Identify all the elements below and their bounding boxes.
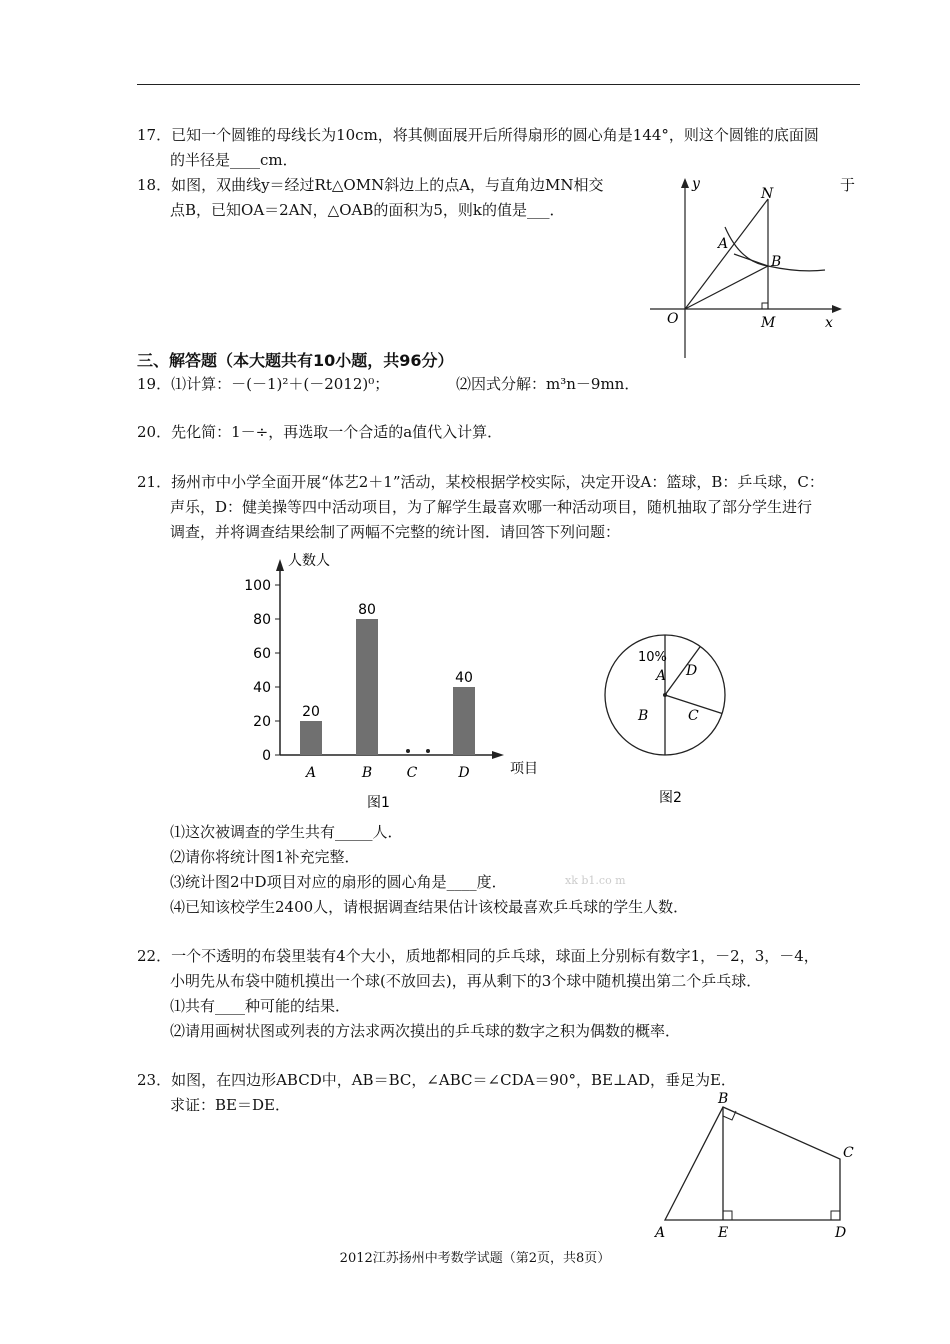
q18-figure: [640, 170, 850, 365]
fig18-label-x: x: [825, 315, 833, 331]
bar-data-label-D: 40: [455, 670, 473, 686]
fig23-label-e: E: [718, 1225, 729, 1241]
bar-ytick-label-80: 80: [253, 612, 271, 628]
q23-figure: [650, 1085, 860, 1245]
q22-line2: 小明先从布袋中随机摸出一个球(不放回去)，再从剩下的3个球中随机摸出第二个乒乓球．: [170, 972, 762, 990]
bar-ytick-label-20: 20: [253, 714, 271, 730]
bar-chart: [240, 545, 560, 815]
q18-line1: 18．如图，双曲线y＝经过Rt△OMN斜边上的点A，与直角边MN相交: [137, 176, 604, 194]
bar-title: 图1: [367, 795, 390, 811]
q18-line2: 点B，已知OA＝2AN，△OAB的面积为5，则k的值是___．: [170, 201, 565, 219]
pie-label-C: C: [688, 708, 699, 724]
q19-part1: 19．⑴计算：－(－1)²＋(－2012)⁰；: [137, 375, 390, 393]
q22-line1: 22．一个不透明的布袋里装有4个大小，质地都相同的乒乓球，球面上分别标有数字1，－2，3，－4，: [137, 947, 819, 965]
fig18-label-y: y: [692, 176, 700, 192]
bar-A: [300, 721, 322, 755]
q18-line1-end: 于: [840, 176, 856, 194]
pie-chart: [598, 625, 748, 815]
bar-category-label-B: B: [361, 765, 373, 781]
q20-text: 20．先化简：1－÷，再选取一个合适的a值代入计算．: [137, 423, 503, 441]
q21-line1: 21．扬州市中小学全面开展“体艺2＋1”活动，某校根据学校实际，决定开设A：篮球，B：乒乓球，C：: [137, 473, 824, 491]
q23-line1: 23．如图，在四边形ABCD中，AB＝BC，∠ABC＝∠CDA＝90°，BE⊥AD，垂足为E．: [137, 1071, 736, 1089]
pie-label-A: A: [656, 668, 667, 684]
bar-D: [453, 687, 475, 755]
pie-title: 图2: [659, 790, 682, 806]
section-title: 三、解答题（本大题共有10小题，共96分）: [137, 351, 454, 370]
fig23-label-c: C: [843, 1145, 854, 1161]
bar-ylabel: 人数人: [288, 553, 330, 569]
fig18-label-b: B: [771, 254, 782, 270]
pie-label-B: B: [638, 708, 649, 724]
fig23-label-d: D: [835, 1225, 847, 1241]
q17-line2: 的半径是____cm．: [170, 151, 298, 169]
q19-part2: ⑵因式分解：m³n－9mn．: [456, 375, 640, 393]
fig18-label-m: M: [761, 315, 776, 331]
q23-line2: 求证：BE＝DE．: [170, 1096, 290, 1114]
q22-sub2: ⑵请用画树状图或列表的方法求两次摸出的乒乓球的数字之积为偶数的概率．: [170, 1022, 681, 1040]
page-footer: 2012江苏扬州中考数学试题（第2页，共8页）: [339, 1251, 611, 1266]
bar-xlabel: 项目: [510, 761, 538, 777]
pie-label-D: D: [686, 663, 698, 679]
bar-ytick-label-60: 60: [253, 646, 271, 662]
bar-data-label-A: 20: [302, 704, 320, 720]
header-rule: [137, 84, 860, 85]
q21-sub3: ⑶统计图2中D项目对应的扇形的圆心角是____度．: [170, 873, 507, 891]
fig23-label-a: A: [655, 1225, 666, 1241]
q21-line3: 调查，并将调查结果绘制了两幅不完整的统计图．请回答下列问题：: [170, 523, 621, 541]
bar-category-label-D: D: [458, 765, 470, 781]
fig18-label-o: O: [667, 311, 679, 327]
watermark: xk b1.co m: [565, 874, 626, 887]
q21-sub4: ⑷已知该校学生2400人，请根据调查结果估计该校最喜欢乒乓球的学生人数．: [170, 898, 689, 916]
bar-category-label-A: A: [305, 765, 317, 781]
q21-line2: 声乐，D：健美操等四中活动项目，为了解学生最喜欢哪一种活动项目，随机抽取了部分学生进行: [170, 498, 813, 516]
pie-center-dot: [663, 693, 667, 697]
q22-sub1: ⑴共有____种可能的结果．: [170, 997, 351, 1015]
pie-percent-label: 10%: [638, 650, 667, 665]
bar-B: [356, 619, 378, 755]
bar-category-label-C: C: [406, 765, 418, 781]
bar-ytick-label-0: 0: [262, 748, 271, 764]
fig18-label-a: A: [718, 236, 729, 252]
q21-sub2: ⑵请你将统计图1补充完整．: [170, 848, 360, 866]
fig23-label-b: B: [718, 1091, 729, 1107]
fig18-label-n: N: [761, 186, 774, 202]
bar-ytick-label-40: 40: [253, 680, 271, 696]
bar-data-label-B: 80: [358, 602, 376, 618]
q21-sub1: ⑴这次被调查的学生共有_____人．: [170, 823, 403, 841]
bar-ytick-label-100: 100: [244, 578, 271, 594]
q17-line1: 17．已知一个圆锥的母线长为10cm，将其侧面展开后所得扇形的圆心角是144°，则这个圆锥的底面圆: [137, 126, 819, 144]
